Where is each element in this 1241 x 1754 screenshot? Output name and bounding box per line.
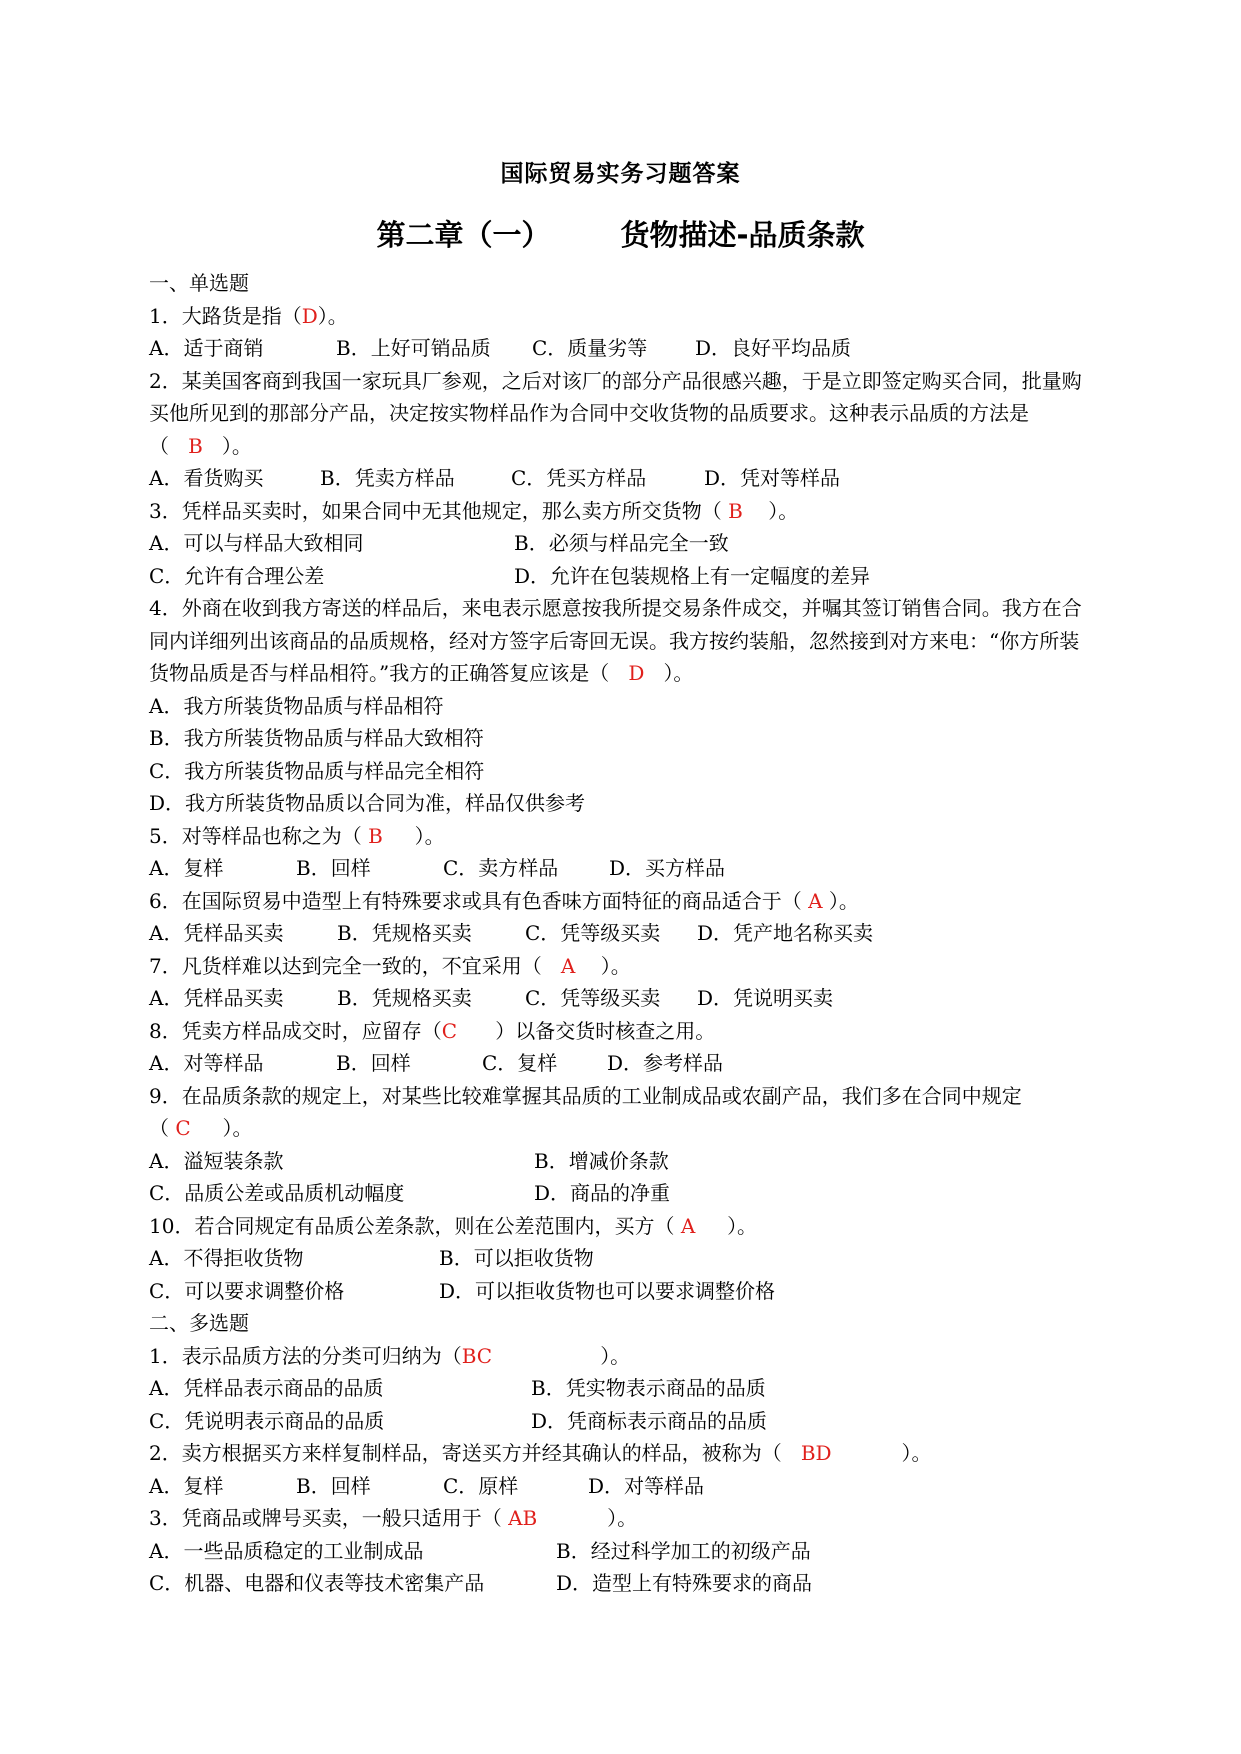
- option-d: D．参考样品: [607, 1051, 724, 1075]
- question-text: ）。: [222, 1116, 253, 1140]
- option-d: D．凭商标表示商品的品质: [531, 1408, 768, 1433]
- answer: A: [808, 888, 823, 913]
- question-7: [149, 950, 1099, 983]
- question-text: ）。: [600, 953, 631, 978]
- question-text: （: [149, 1116, 169, 1140]
- option-a: A．适于商销: [149, 336, 264, 360]
- answer: C: [175, 1116, 191, 1140]
- question-9: 9．在品质条款的规定上，对某些比较难掌握其品质的工业制成品或农副产品，我们多在合同中规定: [149, 1083, 1022, 1108]
- option-c: C．复样: [482, 1051, 558, 1075]
- options-row: [149, 527, 1099, 560]
- answer: AB: [508, 1506, 538, 1530]
- options-row: [149, 462, 1099, 495]
- option-a: A．溢短装条款: [149, 1148, 284, 1173]
- option-d: D．可以拒收货物也可以要求调整价格: [439, 1278, 776, 1303]
- option-d: D．凭说明买卖: [697, 986, 834, 1010]
- section-heading-single: 一、单选题: [149, 271, 249, 295]
- answer: A: [560, 953, 576, 978]
- question-6: [149, 885, 1099, 918]
- option-a: A．凭样品买卖: [149, 986, 284, 1010]
- question-text: ）。: [414, 823, 445, 848]
- option-b: B．上好可销品质: [336, 336, 491, 360]
- option-d: D．我方所装货物品质以合同为准，样品仅供参考: [149, 791, 586, 815]
- question-10: [149, 1210, 1099, 1243]
- option-b: B．回样: [296, 1473, 371, 1498]
- question-text: ）。: [768, 498, 799, 523]
- options-row: [149, 560, 1099, 593]
- question-4: [149, 592, 1099, 690]
- answer: D: [301, 303, 318, 328]
- option-d: D．允许在包装规格上有一定幅度的差异: [514, 563, 871, 588]
- option-b: B．凭实物表示商品的品质: [531, 1376, 766, 1400]
- option-c: C．我方所装货物品质与样品完全相符: [149, 758, 485, 783]
- option-c: C．原样: [443, 1473, 519, 1498]
- section-heading-multiple: 二、多选题: [149, 1311, 249, 1335]
- question-text: ）以备交货时核查之用。: [495, 1018, 716, 1043]
- question-text: 10．若合同规定有品质公差条款，则在公差范围内，买方（: [149, 1213, 675, 1238]
- option-a: A．不得拒收货物: [149, 1246, 304, 1270]
- option-a: A．我方所装货物品质与样品相符: [149, 693, 444, 718]
- option-c: C．允许有合理公差: [149, 563, 325, 588]
- options-row: [149, 852, 1099, 885]
- chapter-topic: 货物描述-品质条款: [620, 218, 865, 252]
- option-d: D．凭对等样品: [704, 466, 841, 490]
- document-title: 国际贸易实务习题答案: [500, 161, 741, 187]
- answer: B: [368, 823, 383, 848]
- question-5: [149, 820, 1099, 853]
- option-b: B．增减价条款: [534, 1148, 669, 1173]
- answer: BD: [800, 1441, 832, 1465]
- option-a: A．看货购买: [149, 466, 264, 490]
- question-text: ）。: [727, 1213, 758, 1238]
- options-row: [149, 1405, 1099, 1438]
- option-c: C．品质公差或品质机动幅度: [149, 1181, 405, 1205]
- options-row: [149, 1372, 1099, 1405]
- option-d: D．凭产地名称买卖: [697, 921, 874, 945]
- question-text: ）。: [607, 1506, 638, 1530]
- option-c: C．机器、电器和仪表等技术密集产品: [149, 1571, 485, 1595]
- question-text: ）。: [663, 661, 694, 685]
- options-row: [149, 1145, 1099, 1178]
- option-a: A．凭样品买卖: [149, 921, 284, 945]
- multi-question-2: [149, 1437, 1099, 1470]
- options-row: [149, 1047, 1099, 1080]
- question-3: [149, 495, 1099, 528]
- options-row: [149, 917, 1099, 950]
- question-text: 1．大路货是指（: [149, 303, 302, 328]
- question-text: 2．卖方根据买方来样复制样品，寄送买方并经其确认的样品，被称为（: [149, 1441, 782, 1465]
- option-a: A．可以与样品大致相同: [149, 531, 364, 555]
- options-row: [149, 1567, 1099, 1600]
- option-b: B．凭卖方样品: [320, 466, 455, 490]
- question-body: [149, 267, 1099, 1600]
- options-row: [149, 332, 1099, 365]
- chapter-number: 第二章（一）: [376, 218, 551, 252]
- question-text: 3．凭商品或牌号买卖，一般只适用于（: [149, 1506, 502, 1530]
- option-b: B．回样: [296, 856, 371, 880]
- options-row: [149, 1535, 1099, 1568]
- options-row: [149, 1275, 1099, 1308]
- question-9-cont: [149, 1112, 1099, 1145]
- option-b: B．我方所装货物品质与样品大致相符: [149, 726, 484, 750]
- answer: BC: [461, 1343, 493, 1368]
- options-row: [149, 982, 1099, 1015]
- question-text: ）。: [317, 303, 348, 328]
- answer: A: [680, 1213, 696, 1238]
- question-text: ）。: [901, 1441, 932, 1465]
- options-row: [149, 1242, 1099, 1275]
- option-c: C．卖方样品: [443, 856, 559, 880]
- option-d: D．商品的净重: [534, 1181, 671, 1205]
- question-text: ）。: [828, 888, 859, 913]
- option-b: B．可以拒收货物: [439, 1246, 594, 1270]
- option-b: B．凭规格买卖: [337, 921, 472, 945]
- answer: B: [728, 498, 743, 523]
- question-text: 1．表示品质方法的分类可归纳为（: [149, 1343, 462, 1368]
- options-row: [149, 1177, 1099, 1210]
- answer: C: [441, 1018, 458, 1043]
- question-text: ）。: [600, 1343, 631, 1368]
- option-d: D．对等样品: [588, 1473, 705, 1498]
- question-1: [149, 300, 1099, 333]
- option-a: A．凭样品表示商品的品质: [149, 1376, 384, 1400]
- option-d: D．造型上有特殊要求的商品: [556, 1571, 813, 1595]
- option-b: B．必须与样品完全一致: [514, 531, 729, 555]
- option-a: A．复样: [149, 856, 224, 880]
- option-c: C．质量劣等: [532, 336, 648, 360]
- option-a: A．一些品质稳定的工业制成品: [149, 1538, 424, 1563]
- answer: D: [628, 661, 645, 685]
- chapter-heading: [0, 213, 1241, 254]
- question-text: ）。: [221, 433, 252, 458]
- option-c: C．凭等级买卖: [525, 986, 661, 1010]
- options-row: [149, 1470, 1099, 1503]
- option-b: B．凭规格买卖: [337, 986, 472, 1010]
- option-d: D．良好平均品质: [695, 336, 852, 360]
- option-b: B．回样: [336, 1051, 411, 1075]
- option-a: A．对等样品: [149, 1051, 264, 1075]
- option-c: C．凭说明表示商品的品质: [149, 1408, 385, 1433]
- option-d: D．买方样品: [609, 856, 726, 880]
- question-text: 4．外商在收到我方寄送的样品后，来电表示愿意按我所提交易条件成交，并嘱其签订销售合同。我方在合同内详细列出该商品的品质规格，经对方签字后寄回无误。我方按约装船，忽然接到对方来电：“你方所装货物品质是否与样品相符。”我方的正确答复应该是（: [149, 596, 1082, 685]
- option-c: C．凭等级买卖: [525, 921, 661, 945]
- question-text: 7．凡货样难以达到完全一致的，不宜采用（: [149, 953, 542, 978]
- option-b: B．经过科学加工的初级产品: [556, 1538, 811, 1563]
- question-text: 3．凭样品买卖时，如果合同中无其他规定，那么卖方所交货物（: [149, 498, 722, 523]
- question-text: 2．某美国客商到我国一家玩具厂参观，之后对该厂的部分产品很感兴趣，于是立即签定购买合同，批量购买他所见到的那部分产品，决定按实物样品作为合同中交收货物的品质要求。这种表示品质的方法是（: [149, 368, 1082, 458]
- answer: B: [188, 433, 203, 458]
- question-text: 8．凭卖方样品成交时，应留存（: [149, 1018, 442, 1043]
- question-2: [149, 365, 1099, 463]
- question-8: [149, 1015, 1099, 1048]
- question-text: 5．对等样品也称之为（: [149, 823, 362, 848]
- question-text: 6．在国际贸易中造型上有特殊要求或具有色香味方面特征的商品适合于（: [149, 888, 802, 913]
- option-c: C．可以要求调整价格: [149, 1278, 345, 1303]
- multi-question-1: [149, 1340, 1099, 1373]
- option-c: C．凭买方样品: [511, 466, 647, 490]
- option-a: A．复样: [149, 1473, 224, 1498]
- multi-question-3: [149, 1502, 1099, 1535]
